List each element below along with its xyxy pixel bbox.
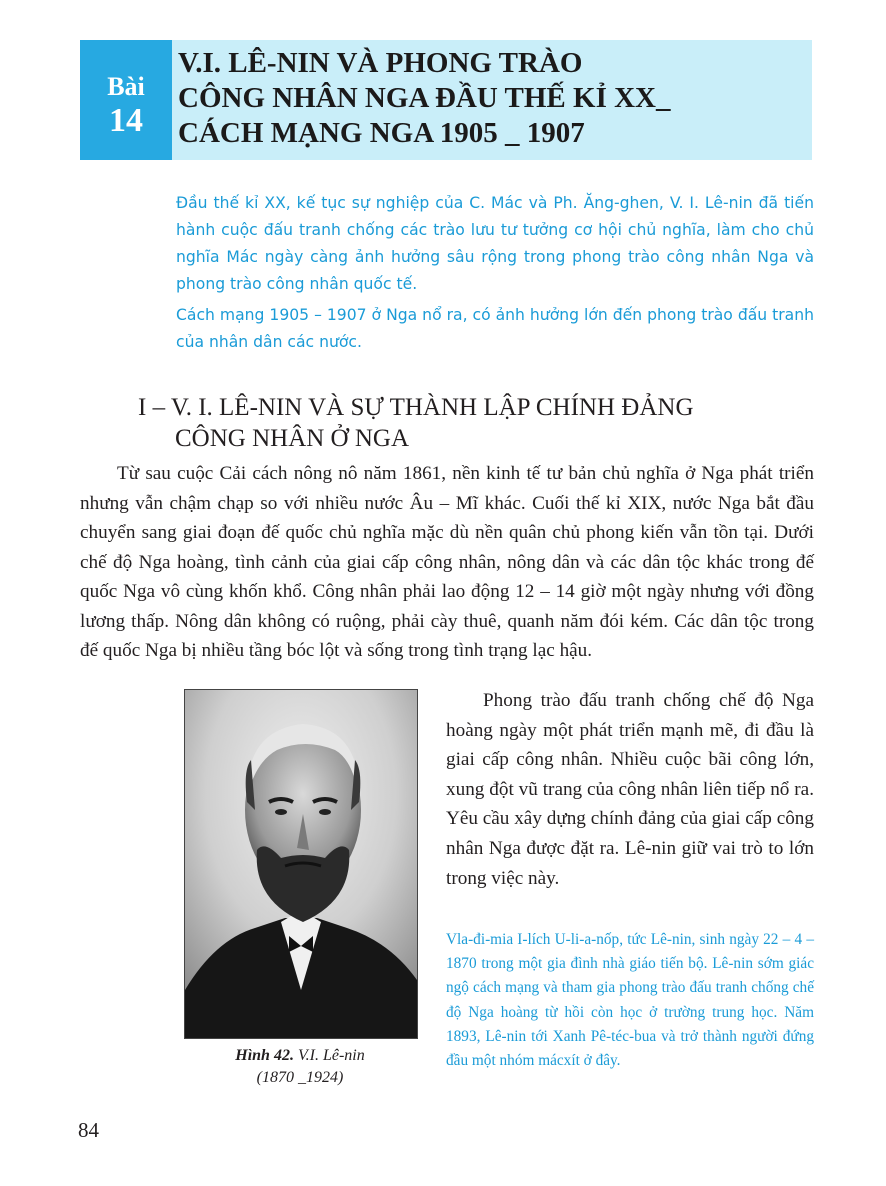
section-heading [138,392,818,454]
lesson-intro [176,190,814,360]
title-line: CÁCH MẠNG NGA 1905 _ 1907 [178,117,585,149]
lesson-badge [80,40,172,160]
body-paragraph: Từ sau cuộc Cải cách nông nô năm 1861, nền kinh tế tư bản chủ nghĩa ở Nga phát triển nhưng vẫn chậm chạp so với nhiều nước Âu – Mĩ khác. Cuối thế kỉ XIX, nước Nga bắt đầu chuyển sang giai đoạn đế quốc chủ nghĩa mặc dù nền quân chủ phong kiến vẫn tồn tại. Dưới chế độ Nga hoàng, tình cảnh của giai cấp công nhân, nông dân và các dân tộc khác trong đế quốc Nga vô cùng khốn khổ. Công nhân phải lao động 12 – 14 giờ một ngày nhưng với đồng lương thấp. Nông dân không có ruộng, phải cày thuê, quanh năm đói kém. Các dân tộc trong đế quốc Nga bị nhiều tầng bóc lột và sống trong tình trạng lạc hậu. [80,463,814,661]
lesson-title [178,46,808,151]
portrait-illustration [185,690,417,1038]
title-line: V.I. LÊ-NIN VÀ PHONG TRÀO [178,47,583,79]
body-text [80,459,814,666]
figure-label: Hình 42. [235,1047,294,1064]
title-line: CÔNG NHÂN NGA ĐẦU THẾ KỈ XX_ [178,82,671,114]
biography-note: Vla-đi-mia I-lích U-li-a-nốp, tức Lê-nin, sinh ngày 22 – 4 – 1870 trong một gia đình nhà giáo tiến bộ. Lê-nin sớm giác ngộ cách mạng và tham gia phong trào đấu tranh chống chế độ Nga hoàng từ hồi còn học ở trường trung học. Năm 1893, Lê-nin tới Xanh Pê-téc-bua và trở thành người đứng đầu một nhóm mácxít ở đây. [446,931,814,1070]
intro-paragraph: Cách mạng 1905 – 1907 ở Nga nổ ra, có ảnh hưởng lớn đến phong trào đấu tranh của nhân dân các nước. [176,306,814,351]
figure-caption [184,1045,416,1089]
intro-paragraph: Đầu thế kỉ XX, kế tục sự nghiệp của C. Mác và Ph. Ăng-ghen, V. I. Lê-nin đã tiến hành cuộc đấu tranh chống các trào lưu tư tưởng cơ hội chủ nghĩa, làm cho chủ nghĩa Mác ngày càng ảnh hưởng sâu rộng trong phong trào công nhân Nga và phong trào công nhân quốc tế. [176,194,814,293]
body-paragraph: Phong trào đấu tranh chống chế độ Nga hoàng ngày một phát triển mạnh mẽ, đi đầu là giai cấp công nhân. Nhiều cuộc bãi công lớn, xung đột vũ trang của công nhân liên tiếp nổ ra. Yêu cầu xây dựng chính đảng của giai cấp công nhân Nga được đặt ra. Lê-nin giữ vai trò to lớn trong việc này. [446,690,814,889]
body-text-right [446,686,814,893]
page-number: 84 [78,1118,99,1142]
lesson-label: Bài [107,72,145,101]
figure-years: (1870 _1924) [256,1069,344,1086]
portrait-photo [184,689,418,1039]
section-heading-line: I – V. I. LÊ-NIN VÀ SỰ THÀNH LẬP CHÍNH ĐẢNG [138,394,694,421]
section-heading-line: CÔNG NHÂN Ở NGA [175,425,410,452]
lesson-number: 14 [109,102,143,139]
figure-name: V.I. Lê-nin [297,1047,365,1064]
